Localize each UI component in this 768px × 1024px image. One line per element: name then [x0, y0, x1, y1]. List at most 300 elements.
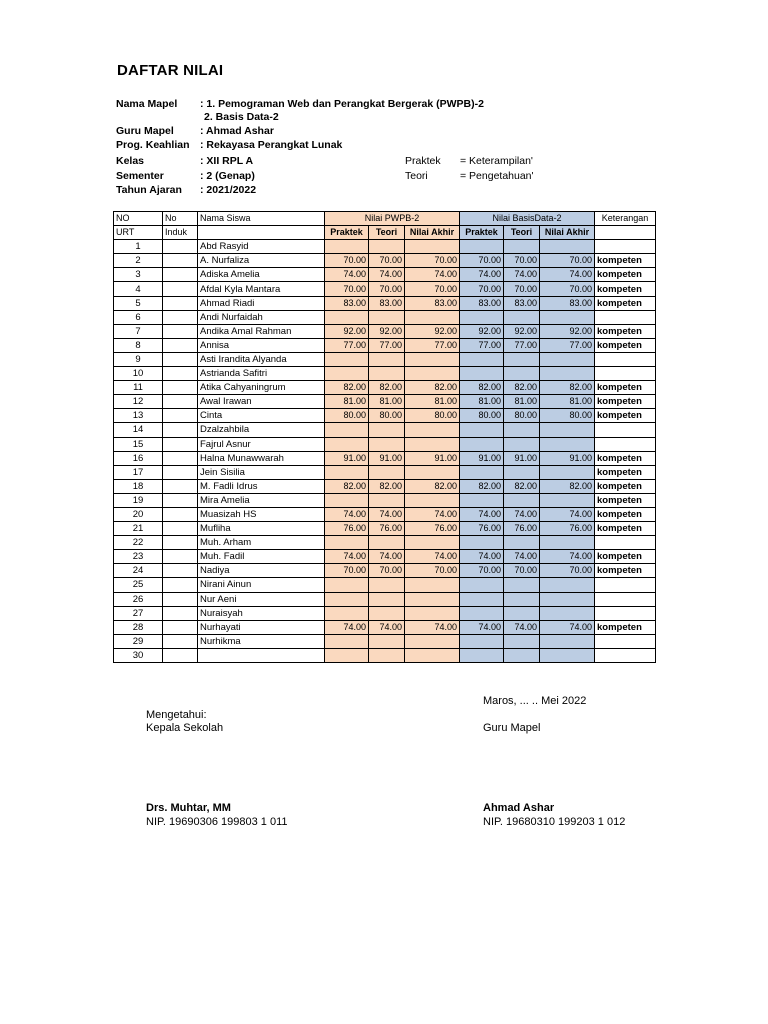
cell-no: 6 — [114, 310, 163, 324]
cell-no: 23 — [114, 550, 163, 564]
cell-no-induk — [163, 352, 198, 366]
cell-nama-siswa: Muh. Arham — [198, 536, 325, 550]
table-row — [114, 493, 656, 507]
cell-akhir-basis — [540, 634, 595, 648]
cell-praktek-pwpb: 77.00 — [325, 338, 369, 352]
cell-teori-pwpb: 74.00 — [369, 268, 405, 282]
cell-praktek-pwpb: 74.00 — [325, 550, 369, 564]
info-value: : 2021/2022 — [200, 184, 257, 196]
cell-teori-basis: 82.00 — [504, 479, 540, 493]
cell-akhir-basis — [540, 352, 595, 366]
cell-teori-pwpb — [369, 310, 405, 324]
table-row — [114, 282, 656, 296]
header-akhir-basis: Nilai Akhir — [540, 226, 595, 240]
cell-teori-basis: 74.00 — [504, 550, 540, 564]
info-value: : Rekayasa Perangkat Lunak — [200, 139, 343, 151]
cell-keterangan: kompeten — [595, 451, 656, 465]
cell-no: 9 — [114, 352, 163, 366]
cell-teori-pwpb: 70.00 — [369, 254, 405, 268]
cell-akhir-pwpb — [405, 367, 460, 381]
cell-nama-siswa: Mira Amelia — [198, 493, 325, 507]
cell-akhir-basis — [540, 592, 595, 606]
cell-akhir-basis: 74.00 — [540, 507, 595, 521]
cell-no-induk — [163, 564, 198, 578]
cell-no: 29 — [114, 634, 163, 648]
cell-no-induk — [163, 381, 198, 395]
cell-teori-pwpb — [369, 536, 405, 550]
cell-nama-siswa: Afdal Kyla Mantara — [198, 282, 325, 296]
cell-teori-pwpb: 82.00 — [369, 381, 405, 395]
cell-nama-siswa: Nurhayati — [198, 620, 325, 634]
cell-nama-siswa: A. Nurfaliza — [198, 254, 325, 268]
cell-nama-siswa: Muh. Fadil — [198, 550, 325, 564]
cell-praktek-pwpb — [325, 437, 369, 451]
cell-praktek-pwpb: 74.00 — [325, 620, 369, 634]
cell-praktek-basis: 70.00 — [460, 254, 504, 268]
cell-akhir-pwpb: 70.00 — [405, 282, 460, 296]
cell-praktek-basis — [460, 465, 504, 479]
cell-nama-siswa: Nadiya — [198, 564, 325, 578]
cell-teori-pwpb: 77.00 — [369, 338, 405, 352]
cell-akhir-pwpb — [405, 648, 460, 662]
cell-praktek-pwpb — [325, 648, 369, 662]
cell-nama-siswa: Asti Irandita Alyanda — [198, 352, 325, 366]
cell-teori-basis — [504, 606, 540, 620]
cell-no-induk — [163, 451, 198, 465]
cell-praktek-basis: 74.00 — [460, 620, 504, 634]
cell-teori-pwpb — [369, 493, 405, 507]
cell-no-induk — [163, 493, 198, 507]
cell-akhir-basis — [540, 493, 595, 507]
cell-akhir-basis: 70.00 — [540, 254, 595, 268]
mengetahui-label: Mengetahui: — [146, 709, 207, 721]
cell-praktek-pwpb — [325, 578, 369, 592]
table-row — [114, 381, 656, 395]
cell-teori-pwpb — [369, 606, 405, 620]
legend-value: = Keterampilan' — [460, 155, 533, 167]
header-urt: URT — [114, 226, 163, 240]
header-induk: Induk — [163, 226, 198, 240]
info-label: Prog. Keahlian — [116, 139, 190, 151]
cell-nama-siswa: Nuraisyah — [198, 606, 325, 620]
cell-akhir-basis: 74.00 — [540, 620, 595, 634]
cell-teori-basis: 74.00 — [504, 620, 540, 634]
header-keterangan: Keterangan — [595, 212, 656, 226]
cell-akhir-pwpb: 81.00 — [405, 395, 460, 409]
cell-no-induk — [163, 507, 198, 521]
cell-teori-basis: 82.00 — [504, 381, 540, 395]
cell-akhir-basis — [540, 240, 595, 254]
cell-akhir-basis — [540, 578, 595, 592]
cell-no: 13 — [114, 409, 163, 423]
cell-praktek-pwpb: 82.00 — [325, 479, 369, 493]
header-teori-pwpb: Teori — [369, 226, 405, 240]
cell-akhir-pwpb: 74.00 — [405, 620, 460, 634]
cell-nama-siswa: Cinta — [198, 409, 325, 423]
cell-no: 28 — [114, 620, 163, 634]
table-row — [114, 367, 656, 381]
cell-teori-pwpb — [369, 423, 405, 437]
cell-no-induk — [163, 465, 198, 479]
cell-praktek-pwpb — [325, 536, 369, 550]
cell-praktek-pwpb — [325, 592, 369, 606]
cell-akhir-pwpb: 76.00 — [405, 522, 460, 536]
cell-praktek-basis: 82.00 — [460, 381, 504, 395]
cell-akhir-basis — [540, 606, 595, 620]
cell-no: 5 — [114, 296, 163, 310]
cell-no-induk — [163, 606, 198, 620]
cell-keterangan — [595, 606, 656, 620]
cell-teori-basis — [504, 437, 540, 451]
cell-akhir-basis — [540, 423, 595, 437]
cell-nama-siswa: Adiska Amelia — [198, 268, 325, 282]
cell-no: 21 — [114, 522, 163, 536]
cell-no-induk — [163, 296, 198, 310]
info-value: : Ahmad Ashar — [200, 125, 274, 137]
cell-akhir-basis: 82.00 — [540, 479, 595, 493]
cell-no: 24 — [114, 564, 163, 578]
cell-no-induk — [163, 536, 198, 550]
cell-teori-basis: 92.00 — [504, 324, 540, 338]
cell-praktek-basis: 74.00 — [460, 507, 504, 521]
cell-akhir-basis: 74.00 — [540, 268, 595, 282]
cell-nama-siswa: Awal Irawan — [198, 395, 325, 409]
cell-keterangan: kompeten — [595, 381, 656, 395]
cell-teori-basis: 70.00 — [504, 254, 540, 268]
cell-no: 3 — [114, 268, 163, 282]
cell-akhir-basis — [540, 536, 595, 550]
cell-no: 8 — [114, 338, 163, 352]
table-row — [114, 564, 656, 578]
cell-no-induk — [163, 648, 198, 662]
cell-praktek-pwpb — [325, 352, 369, 366]
table-row — [114, 324, 656, 338]
cell-no: 7 — [114, 324, 163, 338]
cell-keterangan — [595, 536, 656, 550]
cell-no: 12 — [114, 395, 163, 409]
header-praktek-basis: Praktek — [460, 226, 504, 240]
header-pwpb: Nilai PWPB-2 — [325, 212, 460, 226]
table-row — [114, 634, 656, 648]
cell-teori-pwpb: 76.00 — [369, 522, 405, 536]
cell-no: 15 — [114, 437, 163, 451]
cell-praktek-basis: 77.00 — [460, 338, 504, 352]
cell-akhir-basis: 81.00 — [540, 395, 595, 409]
cell-nama-siswa: Nur Aeni — [198, 592, 325, 606]
cell-teori-basis — [504, 240, 540, 254]
cell-teori-pwpb: 70.00 — [369, 564, 405, 578]
grades-body — [114, 240, 656, 663]
cell-keterangan — [595, 310, 656, 324]
cell-praktek-pwpb: 83.00 — [325, 296, 369, 310]
cell-nama-siswa: Nurhikma — [198, 634, 325, 648]
cell-keterangan: kompeten — [595, 254, 656, 268]
cell-praktek-basis: 70.00 — [460, 564, 504, 578]
table-row — [114, 409, 656, 423]
header-row-2 — [114, 226, 656, 240]
cell-nama-siswa: Fajrul Asnur — [198, 437, 325, 451]
cell-akhir-basis: 80.00 — [540, 409, 595, 423]
cell-teori-pwpb — [369, 592, 405, 606]
cell-akhir-basis: 77.00 — [540, 338, 595, 352]
cell-praktek-basis: 74.00 — [460, 268, 504, 282]
cell-akhir-basis: 82.00 — [540, 381, 595, 395]
cell-keterangan: kompeten — [595, 493, 656, 507]
cell-akhir-basis: 92.00 — [540, 324, 595, 338]
cell-nama-siswa: Ahmad Riadi — [198, 296, 325, 310]
header-basisdata: Nilai BasisData-2 — [460, 212, 595, 226]
cell-praktek-pwpb: 92.00 — [325, 324, 369, 338]
cell-praktek-basis: 81.00 — [460, 395, 504, 409]
cell-no-induk — [163, 522, 198, 536]
cell-akhir-basis: 83.00 — [540, 296, 595, 310]
table-row — [114, 310, 656, 324]
header-no-induk: No — [163, 212, 198, 226]
grades-table — [113, 211, 656, 663]
cell-keterangan: kompeten — [595, 522, 656, 536]
cell-praktek-pwpb: 82.00 — [325, 381, 369, 395]
guru-mapel-nip: NIP. 19680310 199203 1 012 — [483, 816, 626, 828]
cell-keterangan: kompeten — [595, 395, 656, 409]
cell-keterangan — [595, 648, 656, 662]
cell-praktek-basis: 82.00 — [460, 479, 504, 493]
cell-no: 22 — [114, 536, 163, 550]
cell-keterangan — [595, 423, 656, 437]
cell-akhir-pwpb — [405, 606, 460, 620]
cell-teori-pwpb: 80.00 — [369, 409, 405, 423]
cell-praktek-basis: 80.00 — [460, 409, 504, 423]
cell-teori-basis: 81.00 — [504, 395, 540, 409]
info-value: : 2 (Genap) — [200, 170, 255, 182]
cell-no: 27 — [114, 606, 163, 620]
cell-no: 14 — [114, 423, 163, 437]
cell-teori-basis — [504, 634, 540, 648]
cell-nama-siswa: Mufliha — [198, 522, 325, 536]
cell-keterangan: kompeten — [595, 324, 656, 338]
cell-akhir-basis — [540, 465, 595, 479]
table-row — [114, 606, 656, 620]
cell-keterangan — [595, 367, 656, 381]
cell-akhir-pwpb: 82.00 — [405, 381, 460, 395]
cell-teori-basis — [504, 352, 540, 366]
cell-nama-siswa: Nirani Ainun — [198, 578, 325, 592]
cell-praktek-basis: 76.00 — [460, 522, 504, 536]
cell-no-induk — [163, 324, 198, 338]
table-row — [114, 648, 656, 662]
cell-praktek-basis — [460, 592, 504, 606]
cell-praktek-pwpb — [325, 606, 369, 620]
cell-keterangan: kompeten — [595, 296, 656, 310]
cell-keterangan — [595, 352, 656, 366]
document-title: DAFTAR NILAI — [117, 62, 224, 79]
info-value: : 1. Pemograman Web dan Perangkat Bergerak (PWPB)-2 — [200, 98, 484, 110]
cell-nama-siswa: Jein Sisilia — [198, 465, 325, 479]
cell-teori-basis — [504, 367, 540, 381]
cell-akhir-pwpb — [405, 352, 460, 366]
cell-teori-pwpb — [369, 240, 405, 254]
cell-teori-basis: 77.00 — [504, 338, 540, 352]
cell-no-induk — [163, 310, 198, 324]
cell-no-induk — [163, 338, 198, 352]
info-label: Sementer — [116, 170, 164, 182]
cell-praktek-basis — [460, 648, 504, 662]
cell-akhir-pwpb — [405, 437, 460, 451]
cell-teori-pwpb: 74.00 — [369, 620, 405, 634]
cell-keterangan: kompeten — [595, 550, 656, 564]
cell-no: 30 — [114, 648, 163, 662]
cell-keterangan: kompeten — [595, 507, 656, 521]
cell-teori-pwpb: 81.00 — [369, 395, 405, 409]
cell-no: 17 — [114, 465, 163, 479]
cell-teori-basis — [504, 578, 540, 592]
cell-akhir-basis — [540, 367, 595, 381]
cell-praktek-pwpb: 74.00 — [325, 507, 369, 521]
cell-akhir-pwpb — [405, 578, 460, 592]
cell-no-induk — [163, 409, 198, 423]
cell-teori-basis — [504, 310, 540, 324]
cell-teori-pwpb: 92.00 — [369, 324, 405, 338]
cell-keterangan: kompeten — [595, 620, 656, 634]
cell-no-induk — [163, 240, 198, 254]
cell-teori-pwpb — [369, 352, 405, 366]
cell-teori-pwpb — [369, 465, 405, 479]
cell-praktek-basis — [460, 423, 504, 437]
cell-praktek-pwpb — [325, 423, 369, 437]
cell-keterangan: kompeten — [595, 338, 656, 352]
cell-akhir-pwpb — [405, 423, 460, 437]
cell-no: 10 — [114, 367, 163, 381]
cell-akhir-basis: 70.00 — [540, 564, 595, 578]
legend-value: = Pengetahuan' — [460, 170, 534, 182]
cell-praktek-pwpb: 70.00 — [325, 254, 369, 268]
cell-teori-basis: 70.00 — [504, 282, 540, 296]
cell-no-induk — [163, 479, 198, 493]
table-row — [114, 465, 656, 479]
cell-praktek-pwpb: 80.00 — [325, 409, 369, 423]
info-label: Tahun Ajaran — [116, 184, 182, 196]
cell-akhir-pwpb — [405, 536, 460, 550]
cell-teori-pwpb: 82.00 — [369, 479, 405, 493]
cell-teori-pwpb: 91.00 — [369, 451, 405, 465]
cell-keterangan — [595, 634, 656, 648]
cell-no: 2 — [114, 254, 163, 268]
cell-nama-siswa: Muasizah HS — [198, 507, 325, 521]
legend-key: Praktek — [405, 155, 441, 167]
cell-praktek-pwpb: 74.00 — [325, 268, 369, 282]
cell-akhir-pwpb: 92.00 — [405, 324, 460, 338]
cell-praktek-basis: 92.00 — [460, 324, 504, 338]
table-row — [114, 592, 656, 606]
cell-no: 1 — [114, 240, 163, 254]
cell-no: 25 — [114, 578, 163, 592]
cell-akhir-pwpb: 74.00 — [405, 507, 460, 521]
table-row — [114, 296, 656, 310]
cell-praktek-pwpb: 70.00 — [325, 564, 369, 578]
cell-praktek-basis: 70.00 — [460, 282, 504, 296]
cell-no-induk — [163, 437, 198, 451]
cell-akhir-basis: 76.00 — [540, 522, 595, 536]
cell-teori-basis: 91.00 — [504, 451, 540, 465]
cell-praktek-basis — [460, 578, 504, 592]
cell-teori-pwpb — [369, 367, 405, 381]
cell-akhir-basis: 74.00 — [540, 550, 595, 564]
cell-akhir-pwpb: 74.00 — [405, 550, 460, 564]
cell-akhir-pwpb — [405, 634, 460, 648]
cell-praktek-pwpb — [325, 493, 369, 507]
cell-nama-siswa: Astrianda Safitri — [198, 367, 325, 381]
cell-no-induk — [163, 282, 198, 296]
cell-praktek-basis — [460, 310, 504, 324]
cell-keterangan: kompeten — [595, 465, 656, 479]
cell-keterangan: kompeten — [595, 282, 656, 296]
info-label: Kelas — [116, 155, 145, 167]
cell-praktek-pwpb — [325, 367, 369, 381]
cell-teori-basis: 74.00 — [504, 507, 540, 521]
cell-no-induk — [163, 268, 198, 282]
header-row-1 — [114, 212, 656, 226]
cell-akhir-pwpb — [405, 310, 460, 324]
cell-no-induk — [163, 592, 198, 606]
cell-praktek-pwpb — [325, 465, 369, 479]
cell-nama-siswa: M. Fadli Idrus — [198, 479, 325, 493]
header-nama-blank — [198, 226, 325, 240]
cell-teori-basis: 76.00 — [504, 522, 540, 536]
cell-no-induk — [163, 395, 198, 409]
table-row — [114, 268, 656, 282]
table-row — [114, 395, 656, 409]
header-teori-basis: Teori — [504, 226, 540, 240]
cell-no: 18 — [114, 479, 163, 493]
cell-no-induk — [163, 634, 198, 648]
cell-praktek-pwpb — [325, 634, 369, 648]
table-row — [114, 620, 656, 634]
kepala-sekolah-title: Kepala Sekolah — [146, 722, 224, 734]
header-praktek-pwpb: Praktek — [325, 226, 369, 240]
cell-teori-basis: 83.00 — [504, 296, 540, 310]
cell-teori-basis: 74.00 — [504, 268, 540, 282]
cell-no-induk — [163, 367, 198, 381]
cell-praktek-basis: 83.00 — [460, 296, 504, 310]
cell-keterangan — [595, 592, 656, 606]
cell-akhir-basis — [540, 310, 595, 324]
info-label: Guru Mapel — [116, 125, 174, 137]
header-ket-blank — [595, 226, 656, 240]
cell-teori-pwpb — [369, 437, 405, 451]
header-nama: Nama Siswa — [198, 212, 325, 226]
info-value: 2. Basis Data-2 — [204, 111, 279, 123]
cell-praktek-basis — [460, 634, 504, 648]
cell-nama-siswa — [198, 648, 325, 662]
cell-praktek-pwpb — [325, 240, 369, 254]
cell-praktek-basis — [460, 437, 504, 451]
cell-akhir-basis: 91.00 — [540, 451, 595, 465]
cell-teori-basis — [504, 465, 540, 479]
cell-praktek-basis: 74.00 — [460, 550, 504, 564]
cell-akhir-pwpb: 70.00 — [405, 564, 460, 578]
cell-no-induk — [163, 620, 198, 634]
cell-akhir-pwpb: 91.00 — [405, 451, 460, 465]
cell-no: 4 — [114, 282, 163, 296]
cell-teori-pwpb: 74.00 — [369, 550, 405, 564]
cell-teori-pwpb: 70.00 — [369, 282, 405, 296]
cell-nama-siswa: Andika Amal Rahman — [198, 324, 325, 338]
cell-keterangan — [595, 437, 656, 451]
table-row — [114, 240, 656, 254]
cell-praktek-pwpb — [325, 310, 369, 324]
cell-akhir-pwpb — [405, 592, 460, 606]
place-date: Maros, ... .. Mei 2022 — [483, 695, 587, 707]
cell-teori-basis: 80.00 — [504, 409, 540, 423]
